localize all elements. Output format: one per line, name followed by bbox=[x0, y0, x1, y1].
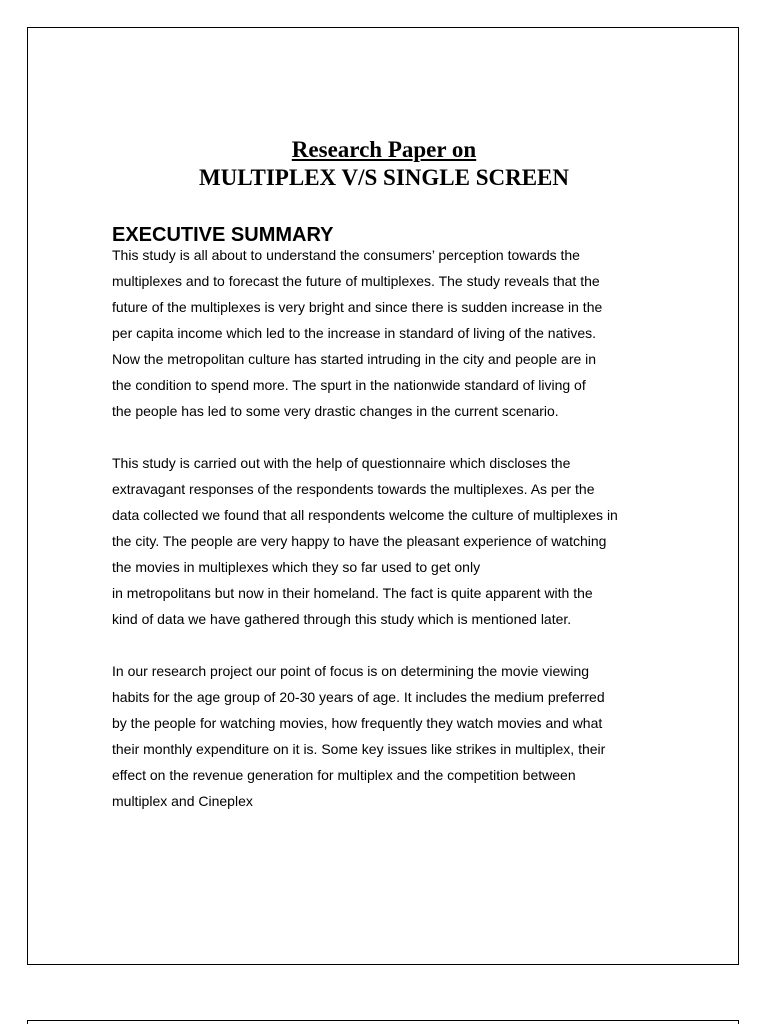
document-page bbox=[27, 27, 739, 965]
paragraph-line: effect on the revenue generation for multiplex and the competition between bbox=[112, 767, 576, 783]
paragraph-line: the city. The people are very happy to have the pleasant experience of watching bbox=[112, 533, 607, 549]
paragraph-line: future of the multiplexes is very bright and since there is sudden increase in the bbox=[112, 299, 603, 315]
section-heading: EXECUTIVE SUMMARY bbox=[112, 224, 334, 246]
paragraph-line: by the people for watching movies, how frequently they watch movies and what bbox=[112, 715, 603, 731]
paragraph-line: data collected we found that all respondents welcome the culture of multiplexes in bbox=[112, 507, 618, 523]
paragraph-line: per capita income which led to the increase in standard of living of the natives. bbox=[112, 325, 597, 341]
next-page-edge bbox=[27, 1020, 739, 1024]
paragraph-line: the condition to spend more. The spurt in the nationwide standard of living of bbox=[112, 377, 586, 393]
paragraph-3 bbox=[112, 658, 672, 814]
paragraph-line: the people has led to some very drastic changes in the current scenario. bbox=[112, 403, 559, 419]
paragraph-line: in metropolitans but now in their homeland. The fact is quite apparent with the bbox=[112, 585, 593, 601]
paragraph-2 bbox=[112, 450, 672, 632]
title-line-1-text: Research Paper on bbox=[291, 137, 477, 162]
paragraph-line: In our research project our point of focus is on determining the movie viewing bbox=[112, 663, 590, 679]
paragraph-line: the movies in multiplexes which they so far used to get only bbox=[112, 559, 481, 575]
paragraph-line: This study is carried out with the help of questionnaire which discloses the bbox=[112, 455, 571, 471]
paragraph-line: their monthly expenditure on it is. Some key issues like strikes in multiplex, their bbox=[112, 741, 606, 757]
paragraph-line: This study is all about to understand the consumers’ perception towards the bbox=[112, 247, 580, 263]
paragraph-line: multiplex and Cineplex bbox=[112, 793, 253, 809]
title-line-2: MULTIPLEX V/S SINGLE SCREEN bbox=[198, 165, 570, 190]
title-line-1 bbox=[28, 136, 740, 164]
paragraph-1 bbox=[112, 242, 672, 424]
paragraph-line: Now the metropolitan culture has started intruding in the city and people are in bbox=[112, 351, 597, 367]
paragraph-line: extravagant responses of the respondents towards the multiplexes. As per the bbox=[112, 481, 595, 497]
paragraph-line: kind of data we have gathered through this study which is mentioned later. bbox=[112, 611, 572, 627]
paragraph-line: multiplexes and to forecast the future of multiplexes. The study reveals that the bbox=[112, 273, 600, 289]
paragraph-line: habits for the age group of 20-30 years of age. It includes the medium preferred bbox=[112, 689, 605, 705]
